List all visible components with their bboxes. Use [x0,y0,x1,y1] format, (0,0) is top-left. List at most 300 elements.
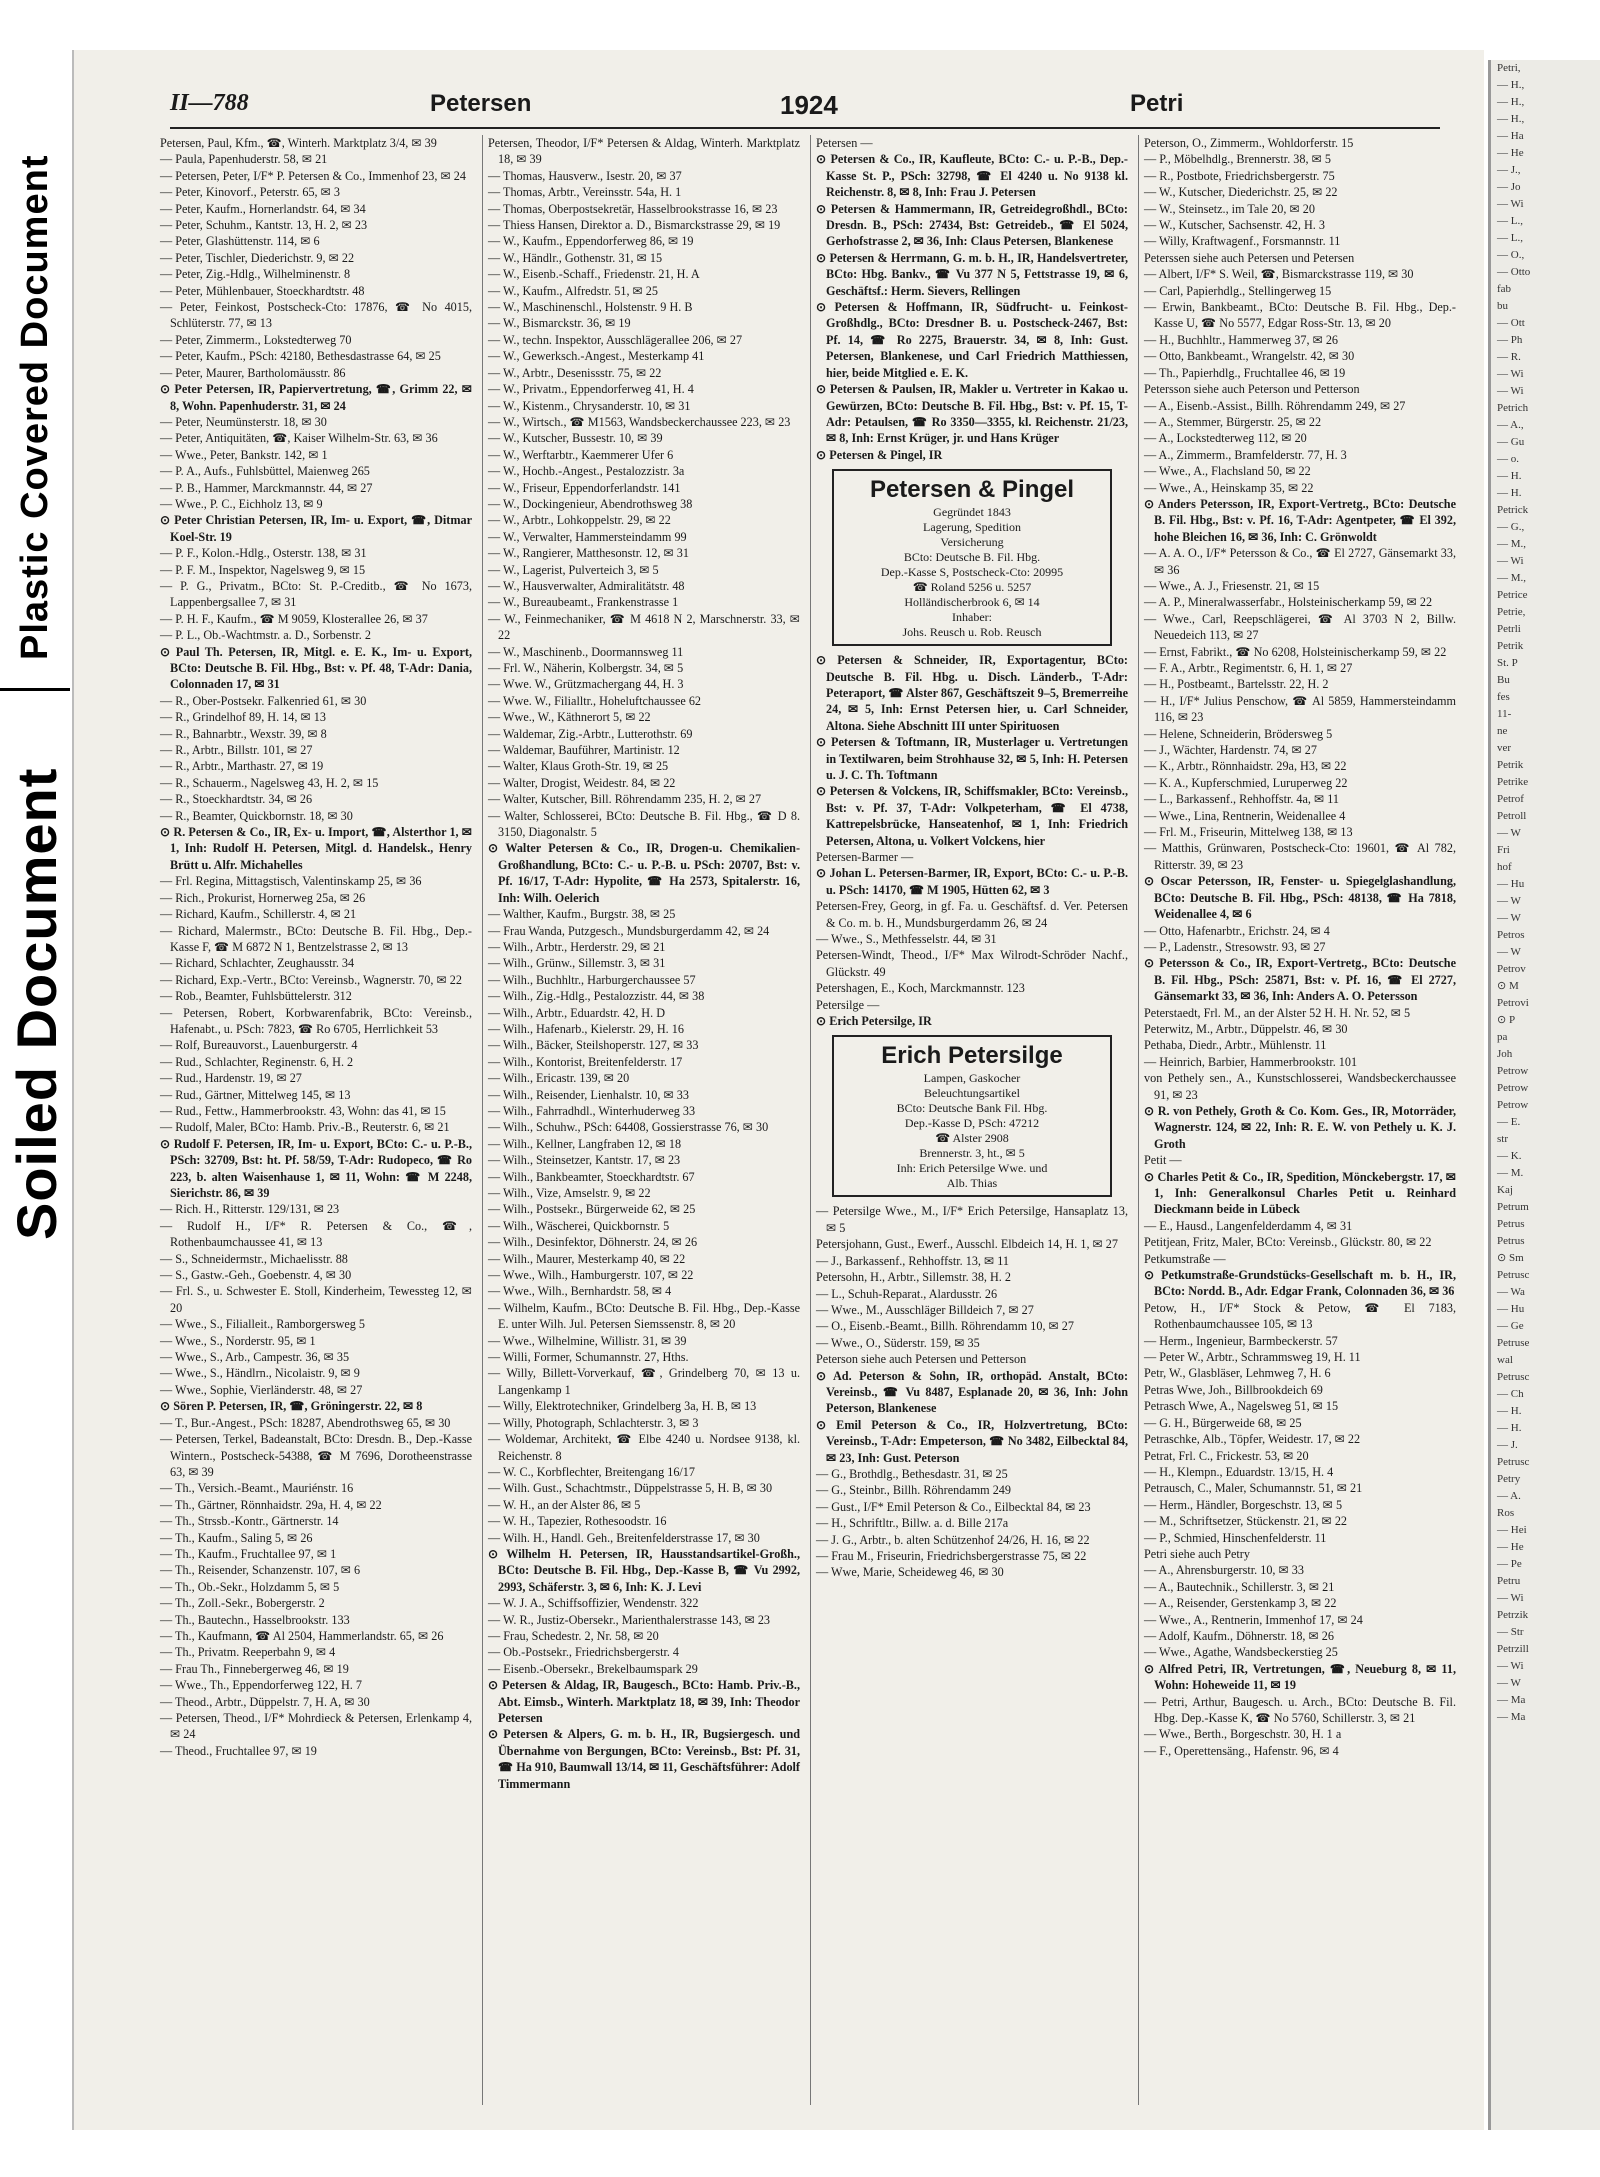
adjacent-page-line: Ros [1497,1507,1515,1519]
directory-entry: ⊙ Alfred Petri, IR, Vertretungen, ☎, Neueburg 8, ✉ 11, Wohn: Hoheweide 11, ✉ 19 [1144,1661,1456,1693]
adjacent-page-line: Petrich [1497,402,1529,414]
advertisement-line: Beleuchtungsartikel [924,1086,1020,1101]
directory-entry: — Wwe., S., Filialleit., Ramborgersweg 5 [160,1317,366,1332]
adjacent-page-line: — Wi [1497,385,1524,397]
adjacent-page-line: — J., [1497,164,1521,176]
directory-entry: — Thomas, Oberpostsekretär, Hasselbrookstrasse 16, ✉ 23 [488,201,778,216]
directory-entry: ⊙ Petkumstraße-Grundstücks-Gesellschaft m. b. H., IR, BCto: Nordd. B., Adr. Edgar Frank, Colonnaden 36, ✉ 36 [1144,1268,1456,1299]
adjacent-page-line: — W [1497,1677,1521,1689]
adjacent-page-line: — Ph [1497,334,1523,346]
directory-column-2 [488,135,800,1792]
directory-entry: Pethaba, Diedr., Arbtr., Mühlenstr. 11 [1144,1038,1327,1053]
adjacent-page-line: Petrovi [1497,997,1529,1009]
directory-entry: — W., Steinsetz., im Tale 20, ✉ 20 [1144,201,1315,216]
directory-entry: Petow, H., I/F* Stock & Petow, ☎ El 7183, Rothenbaumchaussee 105, ✉ 13 [1144,1300,1456,1332]
adjacent-page-line: — Otto [1497,266,1531,278]
directory-entry: — Frl. S., u. Schwester E. Stoll, Kinderheim, Tewessteg 12, ✉ 20 [160,1284,472,1315]
directory-entry: Petersjohann, Gust., Ewerf., Ausschl. Elbdeich 14, H. 1, ✉ 27 [816,1237,1118,1252]
directory-entry: — Wilh., Kontorist, Breitenfelderstr. 17 [488,1054,683,1069]
directory-entry: — W. C., Korbflechter, Breitengang 16/17 [488,1464,695,1479]
directory-entry: — Willy, Elektrotechniker, Grindelberg 3a, H. B, ✉ 13 [488,1399,757,1414]
adjacent-page-line: — E. [1497,1116,1521,1128]
adjacent-page-line: — H., [1497,79,1525,91]
directory-entry: — Th., Ob.-Sekr., Holzdamm 5, ✉ 5 [160,1579,340,1594]
directory-entry: — P. L., Ob.-Wachtmstr. a. D., Sorbenstr. 2 [160,628,371,643]
directory-entry: — Th., Strssb.-Kontr., Gärtnerstr. 14 [160,1514,339,1529]
advertisement-line: Dep.-Kasse D, PSch: 47212 [904,1116,1040,1131]
directory-entry: — W., Händlr., Gothenstr. 31, ✉ 15 [488,250,663,265]
directory-entry: — R., Stoeckhardtstr. 34, ✉ 26 [160,792,313,807]
directory-entry: — Peter, Zimmerm., Lokstedterweg 70 [160,332,352,347]
directory-entry: — Wilh., Hafenarb., Kielerstr. 29, H. 16 [488,1021,684,1036]
directory-entry: — Rolf, Bureauvorst., Lauenburgerstr. 4 [160,1038,358,1053]
directory-entry: ⊙ R. Petersen & Co., IR, Ex- u. Import, ☎, Alsterthor 1, ✉ 1, Inh: Rudolf H. Petersen, Mitgl. d. Handelsk., Henry Brütt u. Alfr. Michahelles [160,825,472,872]
adjacent-page-line: 11- [1497,708,1512,720]
adjacent-page-line: Petrow [1497,1099,1529,1111]
directory-entry: — Wwe., O., Süderstr. 159, ✉ 35 [816,1335,980,1350]
adjacent-page-line: — K. [1497,1150,1522,1162]
directory-entry: — Wwe., Wilh., Hamburgerstr. 107, ✉ 22 [488,1268,694,1283]
directory-entry: — P., Schmied, Hinschenfelderstr. 11 [1144,1530,1327,1545]
directory-entry: — Th., Kaufm., Saling 5, ✉ 26 [160,1530,313,1545]
directory-entry: — A., Zimmerm., Bramfelderstr. 77, H. 3 [1144,447,1347,462]
directory-entry: — Wwe., M., Ausschläger Billdeich 7, ✉ 27 [816,1302,1034,1317]
directory-entry: — W., Feinmechaniker, ☎ M 4618 N 2, Marschnerstr. 33, ✉ 22 [488,611,800,643]
directory-entry: — Th., Zoll.-Sekr., Bobergerstr. 2 [160,1596,325,1611]
directory-entry: Petkumstraße — [1144,1251,1226,1266]
directory-entry: — W. H., Tapezier, Rothesoodstr. 16 [488,1514,667,1529]
adjacent-page-line: — M., [1497,538,1527,550]
directory-entry: — Th., Papierhdlg., Fruchtallee 46, ✉ 19 [1144,365,1346,380]
directory-entry: — Carl, Papierhdlg., Stellingerweg 15 [1144,283,1332,298]
directory-entry: Petersen, Theodor, I/F* Petersen & Aldag, Winterh. Marktplatz 18, ✉ 39 [488,136,800,167]
directory-entry: — Wwe., A., Heinskamp 35, ✉ 22 [1144,480,1314,495]
directory-entry: — Th., Versich.-Beamt., Mauriénstr. 16 [160,1481,354,1496]
directory-entry: — W. H., an der Alster 86, ✉ 5 [488,1497,641,1512]
directory-entry: Petersen — [816,136,873,150]
directory-entry: — H., Postbeamt., Bartelsstr. 22, H. 2 [1144,677,1329,692]
directory-entry: ⊙ Wilhelm H. Petersen, IR, Hausstandsartikel-Großh., BCto: Deutsche B. Fil. Hbg., Dep.-Kasse B, ☎ Vu 2992, 2993, Schäferstr. 3, ✉ 6, Inh: K. J. Levi [488,1546,800,1594]
directory-entry: — Wilh. Gust., Schachtmstr., Düppelstrasse 5, H. B, ✉ 30 [488,1481,773,1496]
directory-entry: Petersohn, H., Arbtr., Sillemstr. 38, H. 2 [816,1270,1011,1285]
directory-entry: — Petri, Arthur, Baugesch. u. Arch., BCto: Deutsche B. Fil. Hbg. Dep.-Kasse K, ☎ No 5760, Schillerstr. 3, ✉ 21 [1144,1694,1456,1725]
directory-entry: — Rud., Schlachter, Reginenstr. 6, H. 2 [160,1054,354,1069]
directory-entry: — A., Ahrensburgerstr. 10, ✉ 33 [1144,1563,1304,1578]
adjacent-page-line: Petroll [1497,810,1527,822]
soiled-document-stamp: Soiled Document [5,767,68,1240]
directory-entry: — Peter, Schuhm., Kantstr. 13, H. 2, ✉ 23 [160,218,368,233]
directory-entry: ⊙ Petersen & Alpers, G. m. b. H., IR, Bugsiergesch. und Übernahme von Bergungen, BCto: Vereinsb., Bst: Pf. 31, ☎ Ha 910, Baumwall 13/14, ✉ 11, Geschäftsführer: Adolf Timmermann [488,1727,800,1791]
directory-entry: — J. G., Arbtr., b. alten Schützenhof 24/26, H. 16, ✉ 22 [816,1532,1090,1547]
directory-entry: — Frau Th., Finnebergerweg 46, ✉ 19 [160,1661,349,1676]
directory-entry: — Peter, Feinkost, Postscheck-Cto: 17876, ☎ No 4015, Schlüterstr. 77, ✉ 13 [160,300,472,331]
directory-entry: — S., Schneidermstr., Michaelisstr. 88 [160,1251,348,1266]
directory-entry: — Erwin, Bankbeamt., BCto: Deutsche B. Fil. Hbg., Dep.-Kasse U, ☎ No 5577, Edgar Ross-Str. 13, ✉ 20 [1144,300,1456,331]
directory-entry: — W., Kaufm., Alfredstr. 51, ✉ 25 [488,283,658,298]
adjacent-page-line: — W [1497,895,1521,907]
adjacent-page-line: — Gu [1497,436,1525,448]
directory-column-1 [160,135,472,1759]
directory-entry: — Wwe., W., Käthnerort 5, ✉ 22 [488,710,651,725]
adjacent-page-line: Petrli [1497,623,1521,635]
directory-entry: — P., Möbelhdlg., Brennerstr. 38, ✉ 5 [1144,152,1331,167]
advertisement-line: Brennerstr. 3, ht., ✉ 5 [919,1146,1025,1161]
adjacent-page-line: ⊙ P [1497,1014,1516,1026]
adjacent-page-line: Fri [1497,844,1510,856]
directory-entry: Petersen-Frey, Georg, in gf. Fa. u. Geschäftsf. d. Ver. Petersen & Co. m. b. H., Mundsburgerdamm 26, ✉ 24 [816,899,1128,930]
header-year: 1924 [780,90,838,120]
directory-entry: — Th., Reisender, Schanzenstr. 107, ✉ 6 [160,1563,361,1578]
adjacent-page-line: — O., [1497,249,1525,261]
adjacent-page-line: Petrov [1497,963,1526,975]
adjacent-page-line: Petrow [1497,1082,1529,1094]
directory-entry: — Herm., Ingenieur, Barmbeckerstr. 57 [1144,1333,1338,1348]
directory-entry: ⊙ Petersen & Toftmann, IR, Musterlager u. Vertretungen in Textilwaren, beim Strohhause 32, ✉ 5, Inh: H. Petersen u. J. C. Th. Toftmann [816,735,1128,782]
page-header [90,90,1440,130]
adjacent-page-line: — Wi [1497,1660,1524,1672]
directory-entry: — H., I/F* Julius Penschow, ☎ Al 5859, Hammersteindamm 116, ✉ 23 [1144,693,1456,725]
directory-entry: — R., Grindelhof 89, H. 14, ✉ 13 [160,710,326,725]
directory-entry: — Wilh. H., Handl. Geh., Breitenfelderstrasse 17, ✉ 30 [488,1530,760,1545]
adjacent-page-line: — H. [1497,470,1522,482]
adjacent-page-line: — Hu [1497,878,1525,890]
adjacent-page-line: — He [1497,147,1524,159]
directory-entry: ⊙ Emil Peterson & Co., IR, Holzvertretung, BCto: Vereinsb., T-Adr: Empeterson, ☎ No 3482, Eilbecktal 84, ✉ 23, Inh: Gust. Peterson [816,1417,1128,1465]
adjacent-page-line: — Wa [1497,1286,1525,1298]
directory-entry: — S., Gastw.-Geh., Goebenstr. 4, ✉ 30 [160,1268,352,1283]
directory-entry: — Petersen, Theod., I/F* Mohrdieck & Petersen, Erlenkamp 4, ✉ 24 [160,1711,472,1742]
adjacent-page-line: — Pe [1497,1558,1522,1570]
directory-entry: — W., Kaufm., Eppendorferweg 86, ✉ 19 [488,234,694,249]
directory-entry: — Wwe., S., Norderstr. 95, ✉ 1 [160,1333,316,1348]
directory-entry: — Thomas, Arbtr., Vereinsstr. 54a, H. 1 [488,185,682,200]
directory-entry: ⊙ Petersen & Hammermann, IR, Getreidegroßhdl., BCto: Dresdn. B., PSch: 27434, Bst: Getreideb., ☎ El 5024, Gerhofstrasse 2, ✉ 36, Inh: Claus Petersen, Blankenese [816,201,1128,249]
adjacent-page-line: Petruse [1497,1337,1530,1349]
adjacent-page-line: — H. [1497,1405,1522,1417]
directory-entry: Peterwitz, M., Arbtr., Düppelstr. 46, ✉ 30 [1144,1021,1348,1036]
directory-entry: — P. F., Kolon.-Hdlg., Osterstr. 138, ✉ 31 [160,546,367,561]
directory-entry: — R., Ober-Postsekr. Falkenried 61, ✉ 30 [160,693,367,708]
directory-entry: Petrat, Frl. C., Frickestr. 53, ✉ 20 [1144,1448,1309,1463]
directory-entry: — A., Lockstedterweg 112, ✉ 20 [1144,431,1307,446]
directory-entry: — Willy, Billett-Vorverkauf, ☎, Grindelberg 70, ✉ 13 u. Langenkamp 1 [488,1366,800,1397]
adjacent-page-line: — A. [1497,1490,1521,1502]
directory-entry: — Frau, Schedestr. 2, Nr. 58, ✉ 20 [488,1628,659,1643]
directory-entry: — Th., Kaufmann, ☎ Al 2504, Hammerlandstr. 65, ✉ 26 [160,1628,444,1643]
header-right-name: Petri [1130,90,1184,117]
header-left-name: Petersen [430,90,532,117]
directory-entry: — Th., Gärtner, Rönnhaidstr. 29a, H. 4, ✉ 22 [160,1497,382,1512]
adjacent-page-line: Petrice [1497,589,1528,601]
directory-entry: ⊙ Ad. Peterson & Sohn, IR, orthopäd. Anstalt, BCto: Vereinsb., ☎ Vu 8487, Esplanade 20, ✉ 36, Inh: John Peterson, Blankenese [816,1368,1128,1416]
adjacent-page-line: Petrof [1497,793,1524,805]
directory-entry: — W., Bismarckstr. 36, ✉ 19 [488,316,631,331]
directory-entry: ⊙ Petersen & Aldag, IR, Baugesch., BCto: Hamb. Priv.-B., Abt. Eimsb., Winterh. Marktplatz 18, ✉ 39, Inh: Theodor Petersen [488,1678,800,1725]
directory-entry: — Wilh., Bäcker, Steilshoperstr. 127, ✉ 33 [488,1038,699,1053]
adjacent-page-line: ⊙ M [1497,980,1519,992]
directory-entry: — Thiess Hansen, Direktor a. D., Bismarckstrasse 29, ✉ 19 [488,218,781,233]
directory-entry: — Ernst, Fabrikt., ☎ No 6208, Holsteinischerkamp 59, ✉ 22 [1144,644,1447,659]
adjacent-page-line: fab [1497,283,1512,295]
directory-entry: — K. A., Kupferschmied, Luruperweg 22 [1144,775,1348,790]
adjacent-page-line: St. P [1497,657,1518,669]
adjacent-page-line: hof [1497,861,1512,873]
directory-entry: — A., Bautechnik., Schillerstr. 3, ✉ 21 [1144,1579,1335,1594]
directory-entry: — Thomas, Hausverw., Isestr. 20, ✉ 37 [488,168,682,183]
directory-entry: ⊙ R. von Pethely, Groth & Co. Kom. Ges., IR, Motorräder, Wagnerstr. 124, ✉ 22, Inh: R. E. W. von Pethely u. K. J. Groth [1144,1103,1456,1151]
directory-entry: Petras Wwe, Joh., Billbrookdeich 69 [1144,1382,1323,1397]
directory-entry: — Wilh., Ericastr. 139, ✉ 20 [488,1071,630,1086]
directory-entry: — W., Verwalter, Hammersteindamm 99 [488,529,687,544]
directory-entry: — W., Privatm., Eppendorferweg 41, H. 4 [488,382,694,397]
adjacent-page-line: — o. [1497,453,1519,465]
directory-entry: — Walter, Schlosserei, BCto: Deutsche B. Fil. Hbg., ☎ D 8. 3150, Diagonalstr. 5 [488,808,800,840]
directory-entry: Petitjean, Fritz, Maler, BCto: Vereinsb., Glückstr. 80, ✉ 22 [1144,1235,1432,1250]
directory-entry: — G., Brothdlg., Bethesdastr. 31, ✉ 25 [816,1466,1008,1481]
directory-entry: — Richard, Kaufm., Schillerstr. 4, ✉ 21 [160,907,357,922]
adjacent-page-line: — Hei [1497,1524,1527,1536]
adjacent-page-line: — W [1497,912,1521,924]
directory-entry: — P., Ladenstr., Stresowstr. 93, ✉ 27 [1144,939,1326,954]
directory-entry: — F., Operettensäng., Hafenstr. 96, ✉ 4 [1144,1743,1339,1758]
directory-entry: — Paula, Papenhuderstr. 58, ✉ 21 [160,152,328,167]
directory-entry: — Rud., Fettw., Hammerbrookstr. 43, Wohn: das 41, ✉ 15 [160,1103,446,1118]
directory-entry: — W., Maschinenschl., Holstenstr. 9 H. B [488,300,693,315]
directory-entry: — Adolf, Kaufm., Döhnerstr. 18, ✉ 26 [1144,1628,1334,1643]
directory-entry: — Wilh., Arbtr., Herderstr. 29, ✉ 21 [488,939,666,954]
adjacent-page-line: Petrzik [1497,1609,1529,1621]
directory-entry: — Frau Wanda, Putzgesch., Mundsburgerdamm 42, ✉ 24 [488,923,770,938]
directory-entry: — Wwe., Sophie, Vierländerstr. 48, ✉ 27 [160,1382,363,1397]
directory-entry: — Petersen, Peter, I/F* P. Petersen & Co., Immenhof 23, ✉ 24 [160,168,466,183]
directory-entry: ⊙ Johan L. Petersen-Barmer, IR, Export, BCto: C.- u. P.-B. u. PSch: 14170, ☎ M 1905, Hütten 62, ✉ 3 [816,866,1128,897]
directory-entry: ⊙ Petersen & Hoffmann, IR, Südfrucht- u. Feinkost-Großhdlg., BCto: Dresdner B. u. Postscheck-2467, Bst: Pf. 14, ☎ Ro 2275, Brauerstr. 34, ✉ 8, Inh: Gust. Petersen, Blankenese, und Carl Friedrich Matthiessen, hier, beide Mitglied e. E. K. [816,300,1128,380]
directory-entry: — Walther, Kaufm., Burgstr. 38, ✉ 25 [488,907,676,922]
directory-entry: — Wilh., Desinfektor, Döhnerstr. 24, ✉ 26 [488,1235,698,1250]
adjacent-page-line: — W [1497,946,1521,958]
directory-entry: — Peter, Kinovorf., Peterstr. 65, ✉ 3 [160,185,340,200]
directory-entry: — Th., Kaufm., Fruchtallee 97, ✉ 1 [160,1546,337,1561]
advertisement-title: Erich Petersilge [881,1042,1063,1070]
directory-entry: — W., Hochb.-Angest., Pestalozzistr. 3a [488,464,685,479]
directory-entry: — Wwe., S., Methfesselstr. 44, ✉ 31 [816,932,997,947]
adjacent-page-line: Petrusc [1497,1456,1530,1468]
directory-entry: — Wilh., Fahrradhdl., Winterhuderweg 33 [488,1103,696,1118]
adjacent-page-line: — A., [1497,419,1524,431]
adjacent-page-line: — L., [1497,232,1523,244]
directory-entry: ⊙ Petersen & Schneider, IR, Exportagentur, BCto: Deutsche B. Fil. Hbg. u. Disch. Länderb., T-Adr: Peteraport, ☎ Alster 867, Geschäftszeit 9–5, Bremerreihe 24, ✉ 5, Inh: Ernst Petersen hier, u. Carl Schneider, Altona. Siehe Abschnitt III unter Spirituosen [816,653,1128,733]
directory-entry: ⊙ Erich Petersilge, IR [816,1014,932,1029]
directory-entry: — Petersilge Wwe., M., I/F* Erich Petersilge, Hansaplatz 13, ✉ 5 [816,1204,1128,1235]
directory-entry: — W., Maschinenb., Doormannsweg 11 [488,644,684,659]
advertisement-box [832,469,1112,646]
directory-entry: — Wwe., A., Rentnerin, Immenhof 17, ✉ 24 [1144,1612,1363,1627]
adjacent-page-line: — Wi [1497,555,1524,567]
directory-entry: Petersen, Paul, Kfm., ☎, Winterh. Marktplatz 3/4, ✉ 39 [160,136,437,150]
directory-entry: ⊙ Sören P. Petersen, IR, ☎, Gröningerstr. 22, ✉ 8 [160,1399,423,1414]
adjacent-page-line: — H. [1497,1422,1522,1434]
directory-entry: — Richard, Malermstr., BCto: Deutsche B. Fil. Hbg., Dep.-Kasse F, ☎ M 6872 N 1, Bentzelstrasse 2, ✉ 13 [160,923,472,954]
directory-entry: ⊙ Petersen & Herrmann, G. m. b. H., IR, Handelsvertreter, BCto: Hbg. Bankv., ☎ Vu 377 N 5, Fettstrasse 19, ✉ 6, Geschäftsf.: Herm. Sievers, Rellingen [816,250,1128,298]
stamp-divider [0,688,70,691]
directory-entry: — Wilh., Postsekr., Bürgerweide 62, ✉ 25 [488,1202,696,1217]
adjacent-page-line: — M., [1497,572,1527,584]
column-divider [482,135,483,2105]
directory-entry: Petersson siehe auch Peterson und Petterson [1144,382,1360,397]
adjacent-page-line: — Ma [1497,1711,1526,1723]
adjacent-page-line: Petri, [1497,62,1521,74]
advertisement-line: Alb. Thias [946,1176,998,1191]
directory-entry: — W., Eisenb.-Schaff., Friedenstr. 21, H. A [488,267,700,282]
directory-entry: — Waldemar, Zig.-Arbtr., Lutterothstr. 69 [488,726,693,741]
adjacent-page-line: Petrus [1497,1218,1525,1230]
directory-entry: — E., Hausd., Langenfelderdamm 4, ✉ 31 [1144,1218,1353,1233]
directory-entry: — T., Bur.-Angest., PSch: 18287, Abendrothsweg 65, ✉ 30 [160,1415,451,1430]
adjacent-page-line: — H. [1497,487,1522,499]
directory-entry: — Theod., Fruchtallee 97, ✉ 19 [160,1743,317,1758]
directory-entry: — W., Kutscher, Bussestr. 10, ✉ 39 [488,431,663,446]
advertisement-line: Inh: Erich Petersilge Wwe. und [896,1161,1048,1176]
directory-entry: — Peter, Tischler, Diederichstr. 9, ✉ 22 [160,250,355,265]
adjacent-page-line: bu [1497,300,1508,312]
directory-entry: ⊙ Petersen & Paulsen, IR, Makler u. Vertreter in Kakao u. Gewürzen, BCto: Deutsche B. Fil. Hbg., Bst: v. Pf. 15, T-Adr: Petaulsen, ☎ Ro 3350—3355, kl. Reichenstr. 21/23, ✉ 8, Inh: Ernst Krüger, jr. und Hans Krüger [816,382,1128,446]
directory-entry: — W. J. A., Schiffsoffizier, Wendenstr. 322 [488,1596,699,1611]
directory-entry: — Wwe, Marie, Scheideweg 46, ✉ 30 [816,1565,1004,1580]
directory-entry: — Peter, Glashüttenstr. 114, ✉ 6 [160,234,320,249]
adjacent-page-line: Bu [1497,674,1510,686]
directory-entry: — Wilh., Wäscherei, Quickbornstr. 5 [488,1218,670,1233]
directory-entry: — Wwe., A. J., Friesenstr. 21, ✉ 15 [1144,578,1320,593]
directory-entry: — Willy, Photograph, Schlachterstr. 3, ✉ 3 [488,1415,699,1430]
directory-entry: — Gust., I/F* Emil Peterson & Co., Eilbecktal 84, ✉ 23 [816,1499,1091,1514]
directory-entry: — Frau M., Friseurin, Friedrichsbergerstrasse 75, ✉ 22 [816,1549,1087,1563]
directory-entry: — Rich., Prokurist, Hornerweg 25a, ✉ 26 [160,890,366,905]
directory-entry: — Walter, Drogist, Weidestr. 84, ✉ 22 [488,775,676,790]
directory-entry: — Otto, Hafenarbtr., Erichstr. 24, ✉ 4 [1144,923,1330,938]
directory-entry: — Wilh., Bankbeamter, Stoeckhardtstr. 67 [488,1169,695,1184]
adjacent-page-line: — W [1497,827,1521,839]
directory-entry: — Eisenb.-Obersekr., Brekelbaumspark 29 [488,1661,698,1676]
directory-entry: — Frl. Regina, Mittagstisch, Valentinskamp 25, ✉ 36 [160,874,422,889]
adjacent-page-line: — Ch [1497,1388,1524,1400]
directory-entry: — Willi, Former, Schumannstr. 27, Hths. [488,1350,689,1365]
directory-entry: — R., Postbote, Friedrichsbergerstr. 75 [1144,168,1335,183]
directory-entry: Peterson siehe auch Petersen und Petterson [816,1352,1027,1367]
adjacent-page-line: — Ott [1497,317,1525,329]
directory-entry: ⊙ Paul Th. Petersen, IR, Mitgl. e. E. K., Im- u. Export, BCto: Deutsche B. Fil. Hbg., Bst: v. Pf. 48, T-Adr: Dania, Colonnaden 17, ✉ 31 [160,644,472,692]
directory-entry: — Rudolf, Maler, BCto: Hamb. Priv.-B., Reuterstr. 6, ✉ 21 [160,1120,450,1135]
directory-entry: — W., Lagerist, Pulverteich 3, ✉ 5 [488,562,659,577]
directory-entry: — Wilh., Schuhw., PSch: 64408, Gossierstrasse 76, ✉ 30 [488,1120,769,1135]
header-rule [170,127,1440,129]
directory-entry: — Herm., Händler, Borgeschstr. 13, ✉ 5 [1144,1497,1343,1512]
directory-entry: — Theod., Arbtr., Düppelstr. 7, H. A, ✉ 30 [160,1694,370,1709]
directory-entry: ⊙ Peter Christian Petersen, IR, Im- u. Export, ☎, Ditmar Koel-Str. 19 [160,513,472,544]
directory-entry: — Otto, Bankbeamt., Wrangelstr. 42, ✉ 30 [1144,349,1355,364]
advertisement-line: ☎ Roland 5256 u. 5257 [912,580,1032,595]
adjacent-page-line: Petrike [1497,776,1529,788]
directory-entry: — W., Hausverwalter, Admiralitätstr. 48 [488,578,685,593]
directory-entry: — A., Stemmer, Bürgerstr. 25, ✉ 22 [1144,414,1322,429]
directory-entry: Peterstaedt, Frl. M., an der Alster 52 H. H. Nr. 52, ✉ 5 [1144,1005,1411,1020]
directory-entry: — Wilh., Vize, Amselstr. 9, ✉ 22 [488,1186,651,1200]
directory-entry: — Wilh., Buchhltr., Harburgerchaussee 57 [488,972,696,987]
directory-entry: — Walter, Kutscher, Bill. Röhrendamm 235, H. 2, ✉ 27 [488,792,762,807]
directory-entry: Petersen-Windt, Theod., I/F* Max Wilrodt-Schröder Nachf., Glückstr. 49 [816,948,1128,979]
directory-entry: ⊙ Oscar Petersson, IR, Fenster- u. Spiegelglashandlung, BCto: Deutsche B. Fil. Hbg., PSch: 48138, ☎ Ha 7818, Weidenallee 4, ✉ 6 [1144,874,1456,922]
directory-entry: — Frl. W., Näherin, Kolbergstr. 34, ✉ 5 [488,661,684,675]
adjacent-page-line: Petrzill [1497,1643,1529,1655]
directory-entry: — Wwe., Th., Eppendorferweg 122, H. 7 [160,1678,362,1693]
directory-entry: — W., Gewerksch.-Angest., Mesterkamp 41 [488,349,705,364]
directory-entry: Petrasch Wwe, A., Nagelsweg 51, ✉ 15 [1144,1399,1339,1414]
directory-entry: — W., Arbtr., Lohkoppelstr. 29, ✉ 22 [488,513,671,528]
adjacent-page-line: Petros [1497,929,1525,941]
adjacent-page-line: Petrik [1497,640,1524,652]
adjacent-page-line: — G., [1497,521,1525,533]
directory-entry: Petit — [1144,1153,1182,1168]
adjacent-page-line: Petrik [1497,759,1524,771]
directory-entry: — Th., Bautechn., Hasselbrookstr. 133 [160,1612,350,1627]
directory-entry: — Wwe., Berth., Borgeschstr. 30, H. 1 a [1144,1727,1342,1742]
advertisement-line: Lagerung, Spedition [923,520,1021,535]
advertisement-line: Gegründet 1843 [933,505,1011,520]
adjacent-page-line: — L., [1497,215,1523,227]
directory-entry: — Waldemar, Bauführer, Martinistr. 12 [488,743,680,758]
directory-entry: — P. A., Aufs., Fuhlsbüttel, Maienweg 265 [160,464,370,479]
directory-entry: ⊙ Walter Petersen & Co., IR, Drogen-u. Chemikalien-Großhandlung, BCto: C.- u. P.-B. u. PSch: 20707, Bst: v. Pf. 16/17, T-Adr: Hypolite, ☎ Ha 2573, Spitalerstr. 16, Inh: Wilh. Oelerich [488,841,800,905]
adjacent-page-line: Petrie, [1497,606,1526,618]
directory-entry: — P. H. F., Kaufm., ☎ M 9059, Klosterallee 26, ✉ 37 [160,611,428,626]
advertisement-line: BCto: Deutsche B. Fil. Hbg. [903,550,1041,565]
directory-entry: — R., Bahnarbtr., Wexstr. 39, ✉ 8 [160,726,327,741]
advertisement-box [832,1035,1112,1197]
directory-entry: — W. R., Justiz-Obersekr., Marienthalerstrasse 143, ✉ 23 [488,1612,771,1627]
directory-entry: — R., Beamter, Quickbornstr. 18, ✉ 30 [160,808,353,823]
directory-entry: Petersen-Barmer — [816,850,914,864]
directory-entry: ⊙ Petersen & Co., IR, Kaufleute, BCto: C.- u. P.-B., Dep.-Kasse St. P., PSch: 32798, ☎ El 4240 u. No 9138 kl. Reichenstr. 8, ✉ 8, Inh: Frau J. Petersen [816,152,1128,200]
adjacent-page-line: Joh [1497,1048,1513,1060]
page-number: II—788 [170,90,249,116]
directory-entry: — Wilh., Reisender, Lienhalstr. 10, ✉ 33 [488,1087,689,1102]
adjacent-page-line: Petry [1497,1473,1521,1485]
directory-entry: — W., Werftarbtr., Kaemmerer Ufer 6 [488,447,674,462]
directory-entry: — Petersen, Robert, Korbwarenfabrik, BCto: Vereinsb., Hafenabt., u. PSch: 7823, ☎ Ro 6705, Herrlichkeit 53 [160,1005,472,1036]
directory-entry: — Willy, Kraftwagenf., Forsmannstr. 11 [1144,234,1341,249]
directory-entry: — Peter, Zig.-Hdlg., Wilhelminenstr. 8 [160,267,351,282]
directory-entry: — W., Bureaubeamt., Frankenstrasse 1 [488,595,679,610]
directory-entry: — W., Friseur, Eppendorferlandstr. 141 [488,480,681,495]
advertisement-title: Petersen & Pingel [869,476,1075,504]
adjacent-page-edge [1488,60,1600,2130]
directory-entry: ⊙ Rudolf F. Petersen, IR, Im- u. Export, BCto: C.- u. P.-B., PSch: 32709, Bst: ht. Pf. 58/59, T-Adr: Rudopeco, ☎ Ro 223, b. alten Waisenhause 1, ✉ 11, Wohn: ☎ M 2248, Sierichstr. 86, ✉ 39 [160,1136,472,1200]
adjacent-page-line: Petrusc [1497,1269,1530,1281]
directory-entry: — Wilh., Grünw., Sillemstr. 3, ✉ 31 [488,956,666,971]
directory-entry: — J., Wächter, Hardenstr. 74, ✉ 27 [1144,743,1317,758]
directory-entry: Peterssen siehe auch Petersen und Petersen [1144,250,1355,265]
adjacent-page-line: ver [1497,742,1512,754]
adjacent-page-line: Petrus [1497,1235,1525,1247]
directory-entry: — Rich. H., Ritterstr. 129/131, ✉ 23 [160,1202,340,1217]
directory-entry: — Wilhelm, Kaufm., BCto: Deutsche B. Fil. Hbg., Dep.-Kasse E. unter Wilh. Jul. Petersen Siemssenstr. 8, ✉ 20 [488,1300,800,1332]
adjacent-page-line: — Str [1497,1626,1524,1638]
directory-entry: — Peter W., Arbtr., Schrammsweg 19, H. 11 [1144,1350,1361,1365]
directory-entry: — Wwe., A., Flachsland 50, ✉ 22 [1144,464,1311,479]
adjacent-page-line: — He [1497,1541,1524,1553]
advertisement-line: Johs. Reusch u. Rob. Reusch [902,625,1042,640]
adjacent-page-line: — Wi [1497,368,1524,380]
directory-entry: — W., Rangierer, Matthesonstr. 12, ✉ 31 [488,546,689,561]
